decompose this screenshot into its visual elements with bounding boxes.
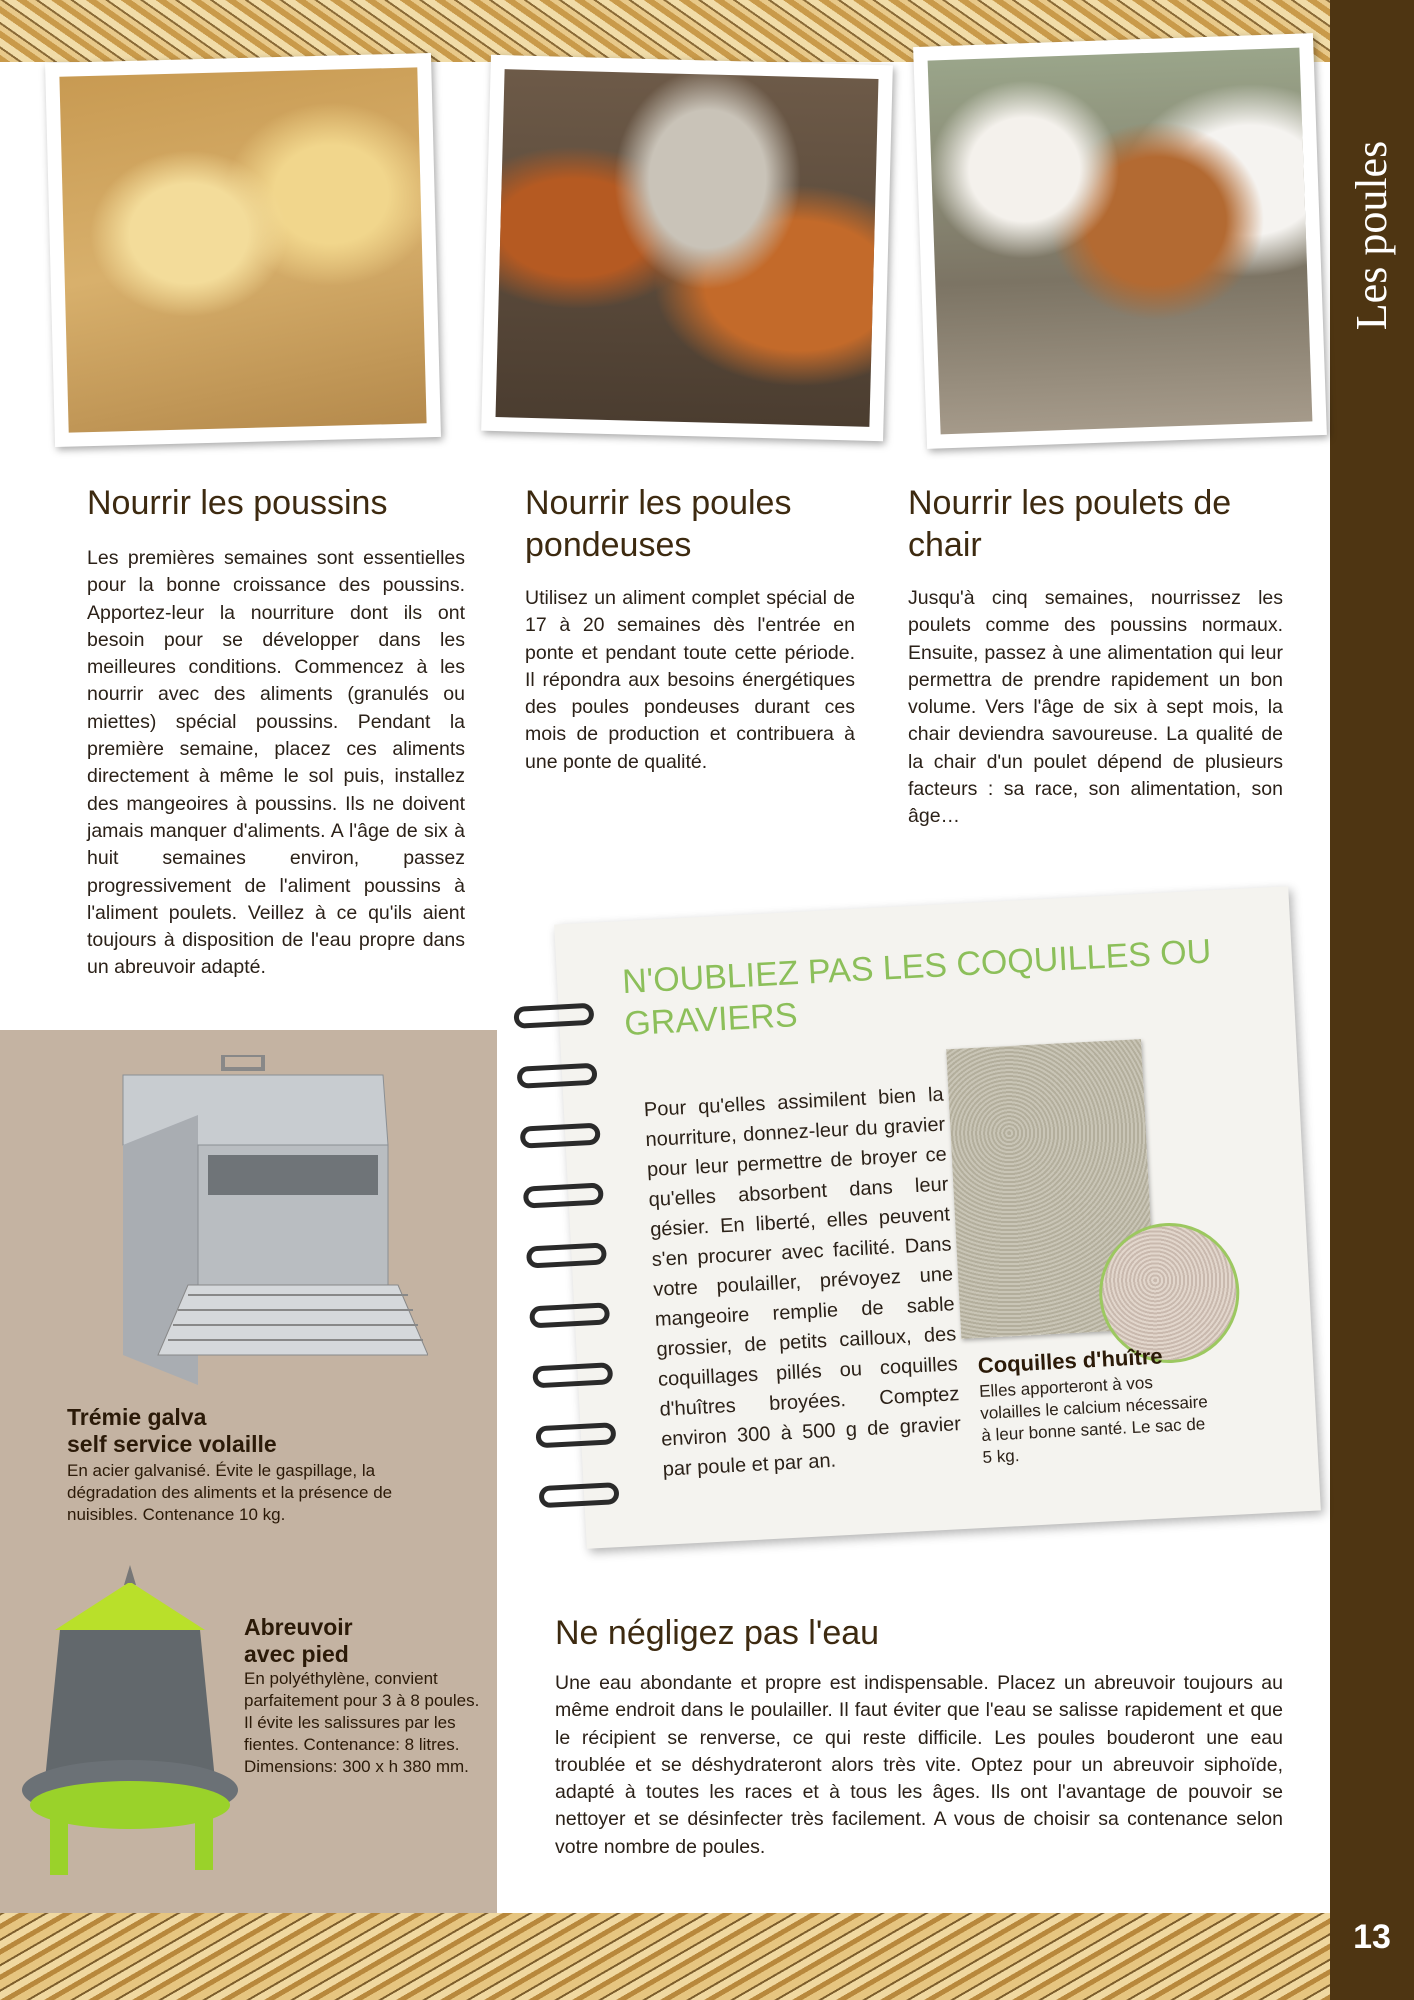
waterer-image: [20, 1565, 245, 1880]
product-title-line: avec pied: [244, 1641, 349, 1667]
oyster-product-title: Coquilles d'huître: [977, 1343, 1164, 1379]
oyster-product-desc: Elles apporteront à vos volailles le calcium nécessaire à leur bonne santé. Le sac de 5 kg.: [978, 1372, 1209, 1467]
product-title-line: Trémie galva: [67, 1404, 207, 1430]
product-desc-feeder: En acier galvanisé. Évite le gaspillage, la dégradation des aliments et la présence de nuisibles. Contenance 10 kg.: [67, 1461, 393, 1524]
section-title: Les poules: [1347, 140, 1397, 330]
heading-poulets-chair: Nourrir les poulets de chair: [908, 484, 1232, 564]
straw-banner-bottom: [0, 1913, 1330, 2000]
page-number: 13: [1353, 1918, 1391, 1956]
text-poulets-chair: Jusqu'à cinq semaines, nourrissez les poulets comme des poussins normaux. Ensuite, passez à une alimentation qui leur permettra de prendre rapidement un bon volume. Vers l'âge de six à sept mois, la chair deviendra savoureuse. La qualité de la chair d'un poulet dépend de plusieurs facteurs : sa race, son alimentation, son âge…: [908, 587, 1283, 828]
notebook-callout: [554, 886, 1321, 1549]
photo-broilers-feeding: [913, 33, 1327, 449]
photo-hens-feeding: [481, 55, 893, 441]
photo-chicks-feeding: [45, 53, 441, 447]
spiral-ring: [529, 1302, 610, 1328]
notebook-title: N'OUBLIEZ PAS LES COQUILLES OU GRAVIERS: [621, 932, 1213, 1044]
notebook-text: Pour qu'elles assimilent bien la nourriture, donnez-leur du gravier pour leur permettre de broyer ce qu'elles absorbent dans leur gésier. En liberté, elles peuvent s'en procurer avec facilité. Dans votre poulailler, prévoyez une mangeoire remplie de sable grossier, de petits cailloux, des coquillages pillés ou coquilles d'huîtres broyées. Comptez environ 300 à 500 g de gravier par poule et par an.: [643, 1083, 962, 1481]
product-title-line: Abreuvoir: [244, 1614, 353, 1640]
product-desc-waterer: En polyéthylène, convient parfaitement pour 3 à 8 poules. Il évite les salissures par les fientes. Contenance: 8 litres. Dimensions: 300 x h 380 mm.: [244, 1669, 480, 1776]
text-pondeuses: Utilisez un aliment complet spécial de 17 à 20 semaines dès l'entrée en ponte et pendant toute cette période. Il répondra aux besoins énergétiques des poules pondeuses durant ces mois de production et contribuera à une ponte de qualité.: [525, 587, 855, 773]
spiral-ring: [513, 1003, 594, 1029]
spiral-ring: [532, 1362, 613, 1388]
heading-eau: Ne négligez pas l'eau: [555, 1614, 880, 1652]
heading-pondeuses: Nourrir les poules pondeuses: [525, 484, 792, 564]
product-title-waterer: [244, 1614, 353, 1668]
spiral-ring: [526, 1242, 607, 1268]
spiral-ring: [517, 1063, 598, 1089]
product-title-line: self service volaille: [67, 1431, 277, 1457]
spiral-ring: [539, 1482, 620, 1508]
spiral-ring: [523, 1182, 604, 1208]
text-eau: Une eau abondante et propre est indispensable. Placez un abreuvoir toujours au même endroit dans le poulailler. Il faut éviter que l'eau se salisse rapidement et que le récipient se renverse, ce qui reste difficile. Les poules bouderont une eau troublée et se déshydrateront alors très vite. Optez pour un abreuvoir siphoïde, adapté à toutes les races et à tous les âges. Ils ont l'avantage de pouvoir se nettoyer et se désinfecter très facilement. A vous de choisir sa contenance selon votre nombre de poules.: [555, 1672, 1283, 1858]
heading-poussins: Nourrir les poussins: [87, 484, 388, 522]
text-poussins: Les premières semaines sont essentielles pour la bonne croissance des poussins. Apportez-leur la nourriture dont ils ont besoin pour se développer dans les meilleures conditions. Commencez à les nourrir avec des aliments (granulés ou miettes) spécial poussins. Pendant la première semaine, placez ces aliments directement à même le sol puis, installez des mangeoires à poussins. Ils ne doivent jamais manquer d'aliments. A l'âge de six à huit semaines environ, passez progressivement de l'aliment poussins à l'aliment poulets. Veillez à ce qu'ils aient toujours à disposition de l'eau propre dans un abreuvoir adapté.: [87, 547, 465, 979]
feeder-hopper-image: [118, 1055, 428, 1385]
spiral-ring: [520, 1123, 601, 1149]
spiral-ring: [535, 1422, 616, 1448]
product-title-feeder: [67, 1404, 277, 1458]
section-sidebar: [1330, 0, 1414, 2000]
